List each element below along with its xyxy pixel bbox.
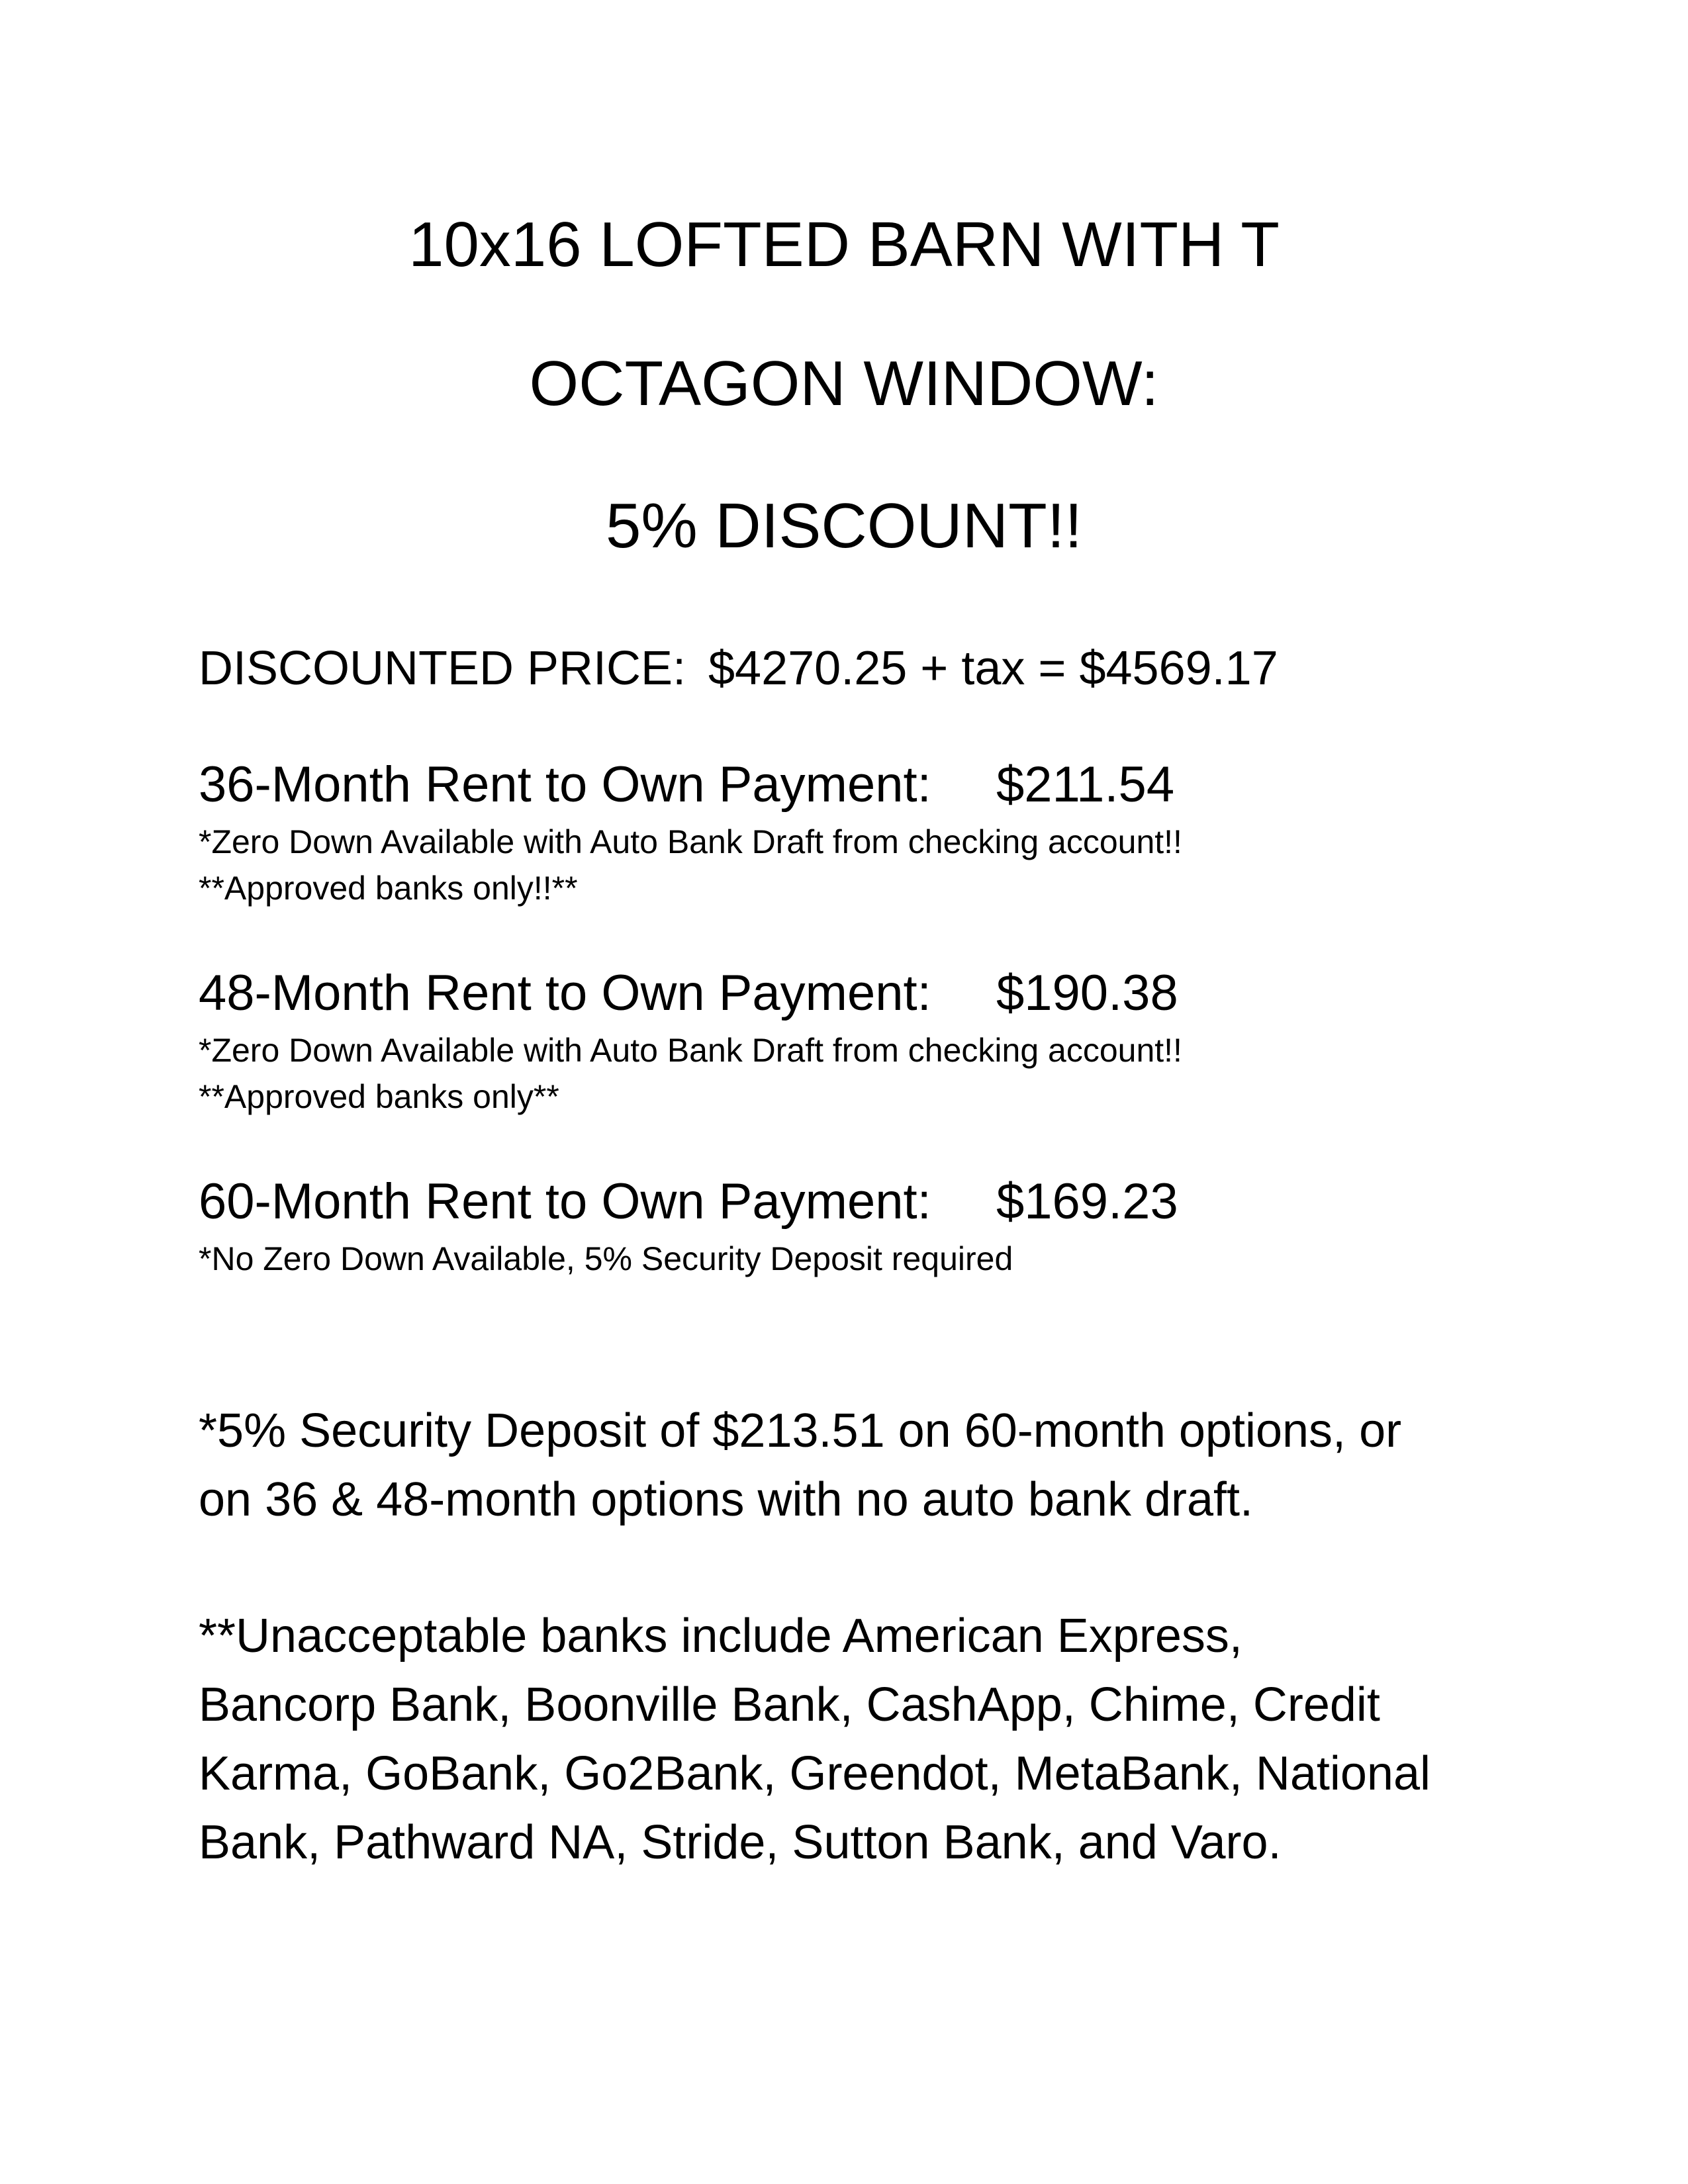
payment-label-60: 60-Month Rent to Own Payment: <box>199 1173 931 1230</box>
payment-row-60 <box>199 1171 1258 1232</box>
unacceptable-banks-line: Bank, Pathward NA, Stride, Sutton Bank, and Varo. <box>199 1816 1282 1869</box>
title-line-1: 10x16 LOFTED BARN WITH T <box>408 209 1280 280</box>
payment-label-36: 36-Month Rent to Own Payment: <box>199 756 931 813</box>
payment-label-48: 48-Month Rent to Own Payment: <box>199 965 931 1021</box>
security-deposit-paragraph <box>199 1396 1523 1534</box>
payment-note-48-approved-banks: **Approved banks only** <box>199 1078 559 1115</box>
payment-note-36-approved-banks: **Approved banks only!!** <box>199 870 578 907</box>
title-line-2: OCTAGON WINDOW: <box>529 348 1159 419</box>
payment-amount-48: $190.38 <box>996 965 1178 1021</box>
title-line-3: 5% DISCOUNT!! <box>605 490 1083 561</box>
payment-row-36 <box>199 754 1258 815</box>
payment-note-48-zero-down: *Zero Down Available with Auto Bank Draft from checking account!! <box>199 1032 1182 1069</box>
discounted-price-value: $4270.25 + tax = $4569.17 <box>708 642 1278 695</box>
security-deposit-line: on 36 & 48-month options with no auto bank draft. <box>199 1473 1254 1526</box>
payment-note-36-zero-down: *Zero Down Available with Auto Bank Draft from checking account!! <box>199 823 1182 860</box>
payment-row-48 <box>199 963 1258 1024</box>
discounted-price-label: DISCOUNTED PRICE: <box>199 642 686 695</box>
unacceptable-banks-line: Karma, GoBank, Go2Bank, Greendot, MetaBank, National <box>199 1747 1430 1800</box>
unacceptable-banks-line: **Unacceptable banks include American Express, <box>199 1610 1243 1662</box>
payment-amount-36: $211.54 <box>996 756 1175 813</box>
discounted-price-row <box>199 639 1278 698</box>
unacceptable-banks-line: Bancorp Bank, Boonville Bank, CashApp, Chime, Credit <box>199 1678 1380 1731</box>
payment-note-60-deposit: *No Zero Down Available, 5% Security Deposit required <box>199 1240 1013 1277</box>
security-deposit-line: *5% Security Deposit of $213.51 on 60-month options, or <box>199 1404 1402 1457</box>
payment-amount-60: $169.23 <box>996 1173 1178 1230</box>
unacceptable-banks-paragraph <box>199 1602 1523 1877</box>
